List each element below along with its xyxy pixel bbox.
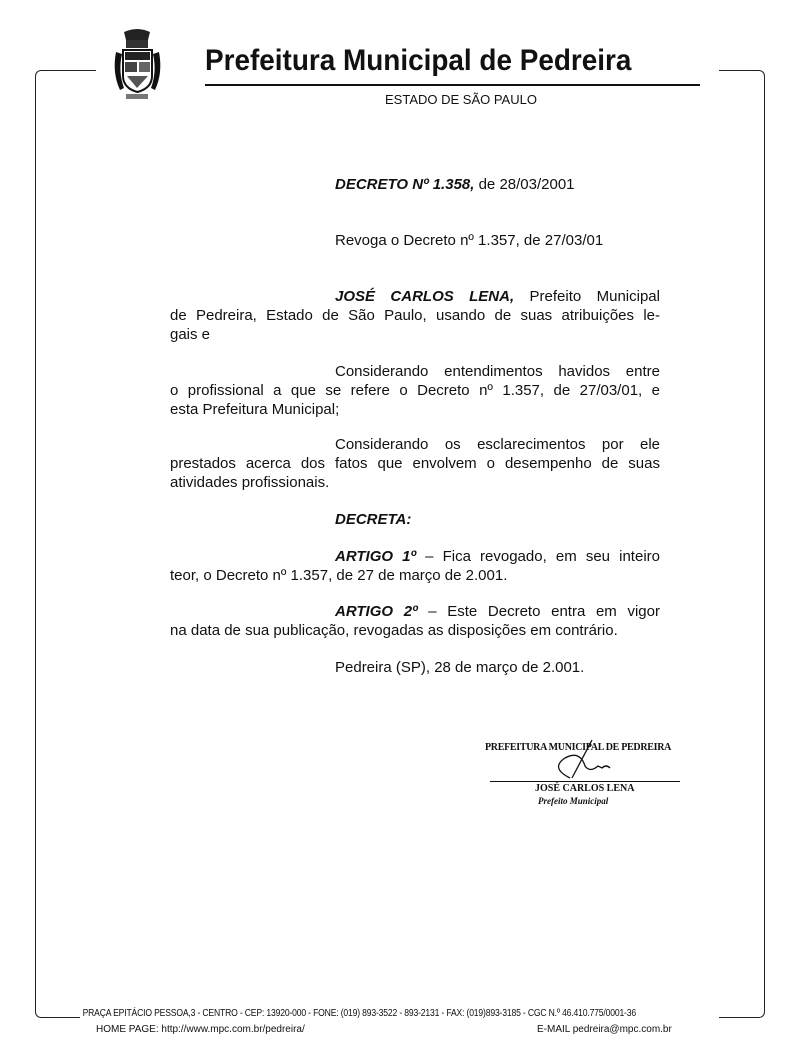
decreta-heading: DECRETA: — [335, 511, 412, 528]
mayor-name: JOSÉ CARLOS LENA, — [335, 288, 515, 305]
page-subtitle: ESTADO DE SÃO PAULO — [385, 92, 537, 107]
article-1-label: ARTIGO 1º — [335, 548, 416, 565]
page-border-right — [719, 70, 765, 1018]
preamble-line-3: gais e — [170, 326, 211, 343]
decree-number: DECRETO Nº 1.358, — [335, 176, 475, 193]
footer-address: PRAÇA EPITÁCIO PESSOA,3 - CENTRO - CEP: 13920-000 - FONE: (019) 893-3522 - 893-2131 - FAX: (019)893-3185 - CGC N.º 46.410.775/0001-36 — [80, 1008, 639, 1019]
article-2-line-1 — [335, 603, 660, 620]
consider1-line-2: o profissional a que se refere o Decreto nº 1.357, de 27/03/01, e — [170, 382, 660, 399]
page-border-left — [35, 70, 96, 1018]
article-2-label: ARTIGO 2º — [335, 603, 418, 620]
consider1-line-1: Considerando entendimentos havidos entre — [335, 363, 660, 380]
signature-stamp — [480, 738, 710, 818]
title-rule — [205, 84, 700, 86]
preamble-text: Prefeito Municipal — [514, 288, 660, 305]
signatory-name: JOSÉ CARLOS LENA — [535, 783, 635, 794]
decree-heading — [335, 176, 575, 193]
consider1-line-3: esta Prefeitura Municipal; — [170, 401, 340, 418]
footer-homepage: HOME PAGE: http://www.mpc.com.br/pedreira/ — [96, 1024, 305, 1035]
coat-of-arms-icon — [110, 28, 165, 103]
signatory-role: Prefeito Municipal — [538, 796, 609, 806]
signature-org: PREFEITURA MUNICIPAL DE PEDREIRA — [485, 742, 672, 753]
preamble-line-1 — [335, 288, 660, 305]
consider2-line-2: prestados acerca dos fatos que envolvem o desempenho de suas — [170, 455, 660, 472]
article-2-line-2: na data de sua publicação, revogadas as disposições em contrário. — [170, 622, 618, 639]
article-2-text: – Este Decreto entra em vigor — [417, 603, 660, 620]
article-1-text: – Fica revogado, em seu inteiro — [416, 548, 660, 565]
decree-date: de 28/03/2001 — [474, 176, 575, 193]
page-title: Prefeitura Municipal de Pedreira — [205, 44, 632, 77]
decree-summary: Revoga o Decreto nº 1.357, de 27/03/01 — [335, 232, 604, 249]
consider2-line-3: atividades profissionais. — [170, 474, 330, 491]
place-date: Pedreira (SP), 28 de março de 2.001. — [335, 659, 585, 676]
signature-line — [490, 781, 680, 782]
article-1-line-1 — [335, 548, 660, 565]
footer-email: E-MAIL pedreira@mpc.com.br — [537, 1024, 672, 1035]
consider2-line-1: Considerando os esclarecimentos por ele — [335, 436, 660, 453]
article-1-line-2: teor, o Decreto nº 1.357, de 27 de março de 2.001. — [170, 567, 508, 584]
preamble-line-2: de Pedreira, Estado de São Paulo, usando de suas atribuições le- — [170, 307, 660, 324]
